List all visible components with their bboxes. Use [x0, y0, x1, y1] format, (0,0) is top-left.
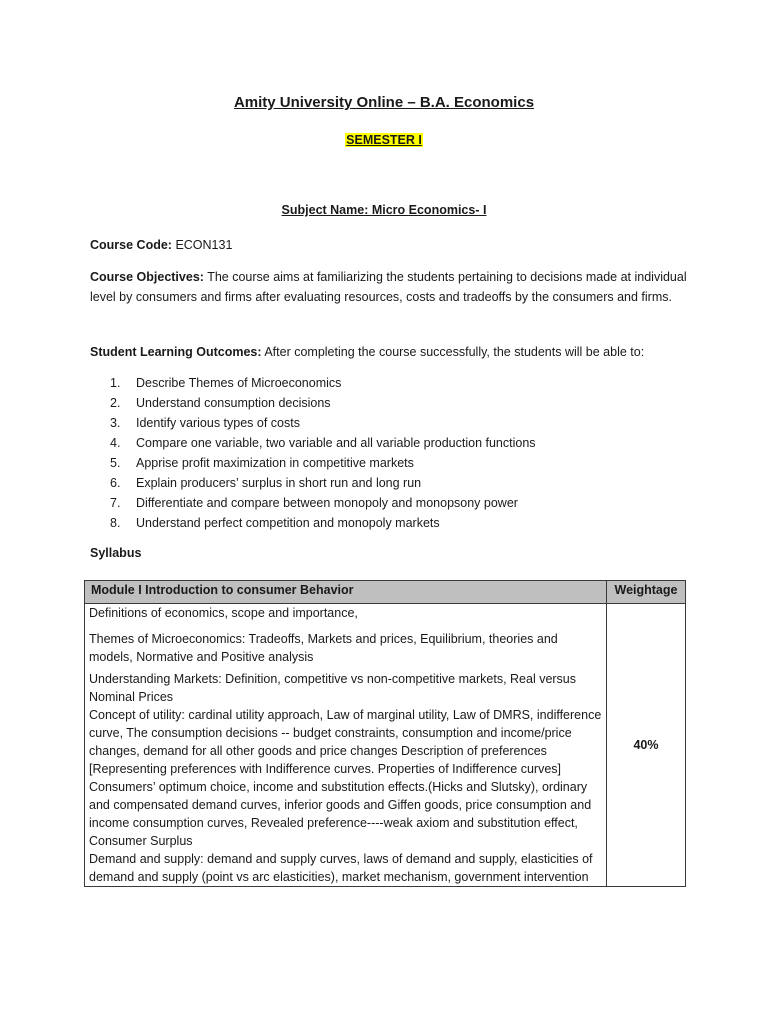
semester-highlight: SEMESTER I	[346, 133, 422, 147]
list-number: 4.	[110, 436, 121, 450]
outcomes-label: Student Learning Outcomes:	[90, 345, 262, 359]
course-code-label: Course Code:	[90, 238, 172, 252]
list-item	[110, 413, 536, 433]
weightage-value: 40%	[607, 604, 686, 887]
list-text: Compare one variable, two variable and all variable production functions	[136, 436, 536, 450]
topic-item: Concept of utility: cardinal utility approach, Law of marginal utility, Law of DMRS, indifference curve, The consumption decisions -- budget constraints, consumption and income/price changes, demand for all other goods and price changes Description of preferences [Representing preferences with Indifference curves. Properties of Indifference curves]	[89, 708, 602, 776]
document-title: Amity University Online – B.A. Economics	[233, 94, 535, 111]
list-text: Explain producers’ surplus in short run and long run	[136, 476, 422, 490]
list-item	[110, 473, 536, 493]
topic-item: Themes of Microeconomics: Tradeoffs, Markets and prices, Equilibrium, theories and models, Normative and Positive analysis	[89, 632, 558, 664]
semester-heading	[0, 133, 768, 147]
list-text: Differentiate and compare between monopoly and monopsony power	[136, 496, 518, 510]
list-text: Describe Themes of Microeconomics	[136, 376, 342, 390]
list-text: Understand consumption decisions	[136, 396, 331, 410]
course-code-value: ECON131	[175, 238, 233, 252]
subject-name: Subject Name: Micro Economics- I	[281, 203, 487, 217]
course-code	[90, 235, 690, 255]
module-topics-cell	[85, 604, 607, 887]
topic-item: Definitions of economics, scope and importance,	[89, 606, 358, 620]
weightage-header: Weightage	[607, 581, 686, 604]
topic-item: Demand and supply: demand and supply curves, laws of demand and supply, elasticities of demand and supply (point vs arc elasticities), market mechanism, government intervention	[89, 852, 593, 884]
course-objectives	[90, 267, 690, 307]
list-number: 6.	[110, 476, 121, 490]
topic-item: Consumers’ optimum choice, income and substitution effects.(Hicks and Slutsky), ordinary and compensated demand curves, inferior goods and Giffen goods, price consumption and income consumption curves, Revealed preference----weak axiom and substitution effect, Consumer Surplus	[89, 780, 592, 848]
list-item	[110, 513, 536, 533]
list-item	[110, 433, 536, 453]
objectives-label: Course Objectives:	[90, 270, 204, 284]
table-row	[85, 604, 686, 887]
objectives-text: The course aims at familiarizing the students pertaining to decisions made at individual level by consumers and firms after evaluating resources, costs and tradeoffs by the consumers and firms.	[90, 270, 687, 304]
list-item	[110, 393, 536, 413]
syllabus-heading: Syllabus	[90, 546, 142, 560]
list-item	[110, 493, 536, 513]
syllabus-table	[84, 580, 686, 887]
list-item	[110, 453, 536, 473]
list-number: 2.	[110, 396, 121, 410]
outcomes-text: After completing the course successfully, the students will be able to:	[264, 345, 645, 359]
list-number: 1.	[110, 376, 121, 390]
table-header-row	[85, 581, 686, 604]
module-header: Module I Introduction to consumer Behavior	[85, 581, 607, 604]
list-number: 7.	[110, 496, 121, 510]
topic-item: Understanding Markets: Definition, competitive vs non-competitive markets, Real versus Nominal Prices	[89, 672, 577, 704]
list-number: 8.	[110, 516, 121, 530]
list-text: Identify various types of costs	[136, 416, 300, 430]
list-item	[110, 373, 536, 393]
outcomes-list	[110, 373, 536, 533]
list-number: 3.	[110, 416, 121, 430]
list-number: 5.	[110, 456, 121, 470]
list-text: Apprise profit maximization in competitive markets	[136, 456, 414, 470]
learning-outcomes-intro	[90, 342, 690, 362]
list-text: Understand perfect competition and monopoly markets	[136, 516, 440, 530]
